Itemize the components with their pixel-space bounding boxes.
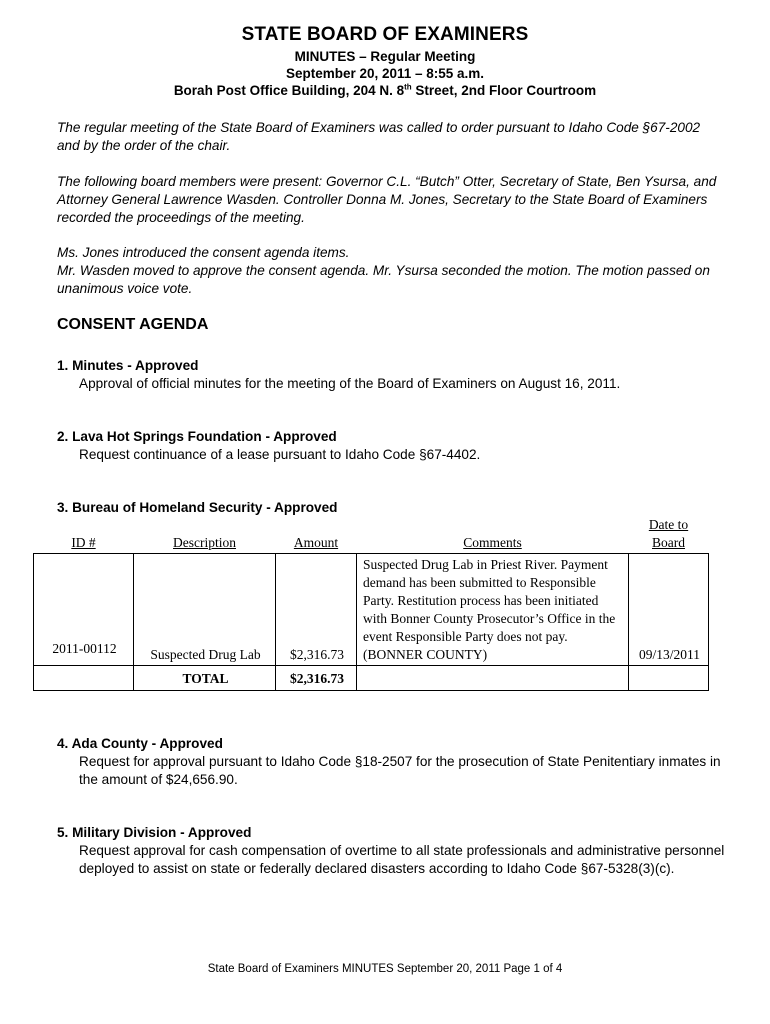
agenda-item-5-body: Request approval for cash compensation of overtime to all state professionals and administrative personnel deployed to assist on state or federally declared disasters according to Idaho Code §67-5328(3)(c).	[79, 843, 725, 876]
cell-date: 09/13/2011	[629, 554, 709, 666]
agenda-item-3-heading: 3. Bureau of Homeland Security - Approved	[57, 500, 338, 515]
total-comments-empty	[357, 666, 629, 691]
total-label: TOTAL	[134, 666, 276, 691]
col-header-date-line2: Board	[652, 535, 685, 550]
location-superscript: th	[404, 82, 412, 92]
intro-paragraph-3	[57, 244, 722, 298]
location-part-2: Street, 2nd Floor Courtroom	[411, 83, 597, 98]
page-footer: State Board of Examiners MINUTES September 20, 2011 Page 1 of 4	[207, 963, 563, 975]
intro-consent-intro: Ms. Jones introduced the consent agenda items.	[57, 245, 350, 260]
total-amount: $2,316.73	[276, 666, 357, 691]
total-date-empty	[629, 666, 709, 691]
cell-id: 2011-00112	[34, 554, 134, 666]
homeland-security-table	[33, 516, 709, 691]
agenda-item-1-body: Approval of official minutes for the meeting of the Board of Examiners on August 16, 2011.	[79, 376, 621, 391]
document-title: STATE BOARD OF EXAMINERS	[241, 24, 529, 45]
agenda-item-4-heading: 4. Ada County - Approved	[57, 736, 223, 751]
meeting-location	[0, 83, 770, 98]
col-header-comments: Comments	[463, 535, 522, 550]
agenda-item-2-heading: 2. Lava Hot Springs Foundation - Approved	[57, 429, 337, 444]
cell-amount: $2,316.73	[276, 554, 357, 666]
intro-paragraph-2: The following board members were present: Governor C.L. “Butch” Otter, Secretary of State, Ben Ysursa, and Attorney General Lawrence Wasden. Controller Donna M. Jones, Secretary to the State Board of Examiners recorded the proceedings of the meeting.	[57, 174, 717, 225]
intro-motion: Mr. Wasden moved to approve the consent agenda. Mr. Ysursa seconded the motion. The motion passed on unanimous voice vote.	[57, 263, 710, 296]
col-header-date-line1: Date to	[648, 517, 689, 532]
meeting-type: MINUTES – Regular Meeting	[294, 49, 476, 64]
consent-agenda-heading: CONSENT AGENDA	[57, 316, 209, 333]
location-part-1: Borah Post Office Building, 204 N. 8	[173, 83, 405, 98]
agenda-item-4-body: Request for approval pursuant to Idaho Code §18-2507 for the prosecution of State Penitentiary inmates in the amount of $24,656.90.	[79, 754, 721, 787]
col-header-id: ID #	[71, 535, 96, 550]
cell-description: Suspected Drug Lab	[134, 554, 276, 666]
cell-comments: Suspected Drug Lab in Priest River. Payment demand has been submitted to Responsible Party. Restitution process has been initiated with Bonner County Prosecutor’s Office in the event Responsible Party does not pay. (BONNER COUNTY)	[357, 554, 629, 666]
meeting-date-time: September 20, 2011 – 8:55 a.m.	[285, 66, 485, 81]
col-header-date	[629, 516, 709, 554]
table-row	[34, 554, 709, 666]
table-total-row	[34, 666, 709, 691]
agenda-item-1-heading: 1. Minutes - Approved	[57, 358, 199, 373]
table-header-row	[34, 516, 709, 554]
total-empty-cell	[34, 666, 134, 691]
intro-paragraph-1: The regular meeting of the State Board of Examiners was called to order pursuant to Idaho Code §67-2002 and by the order of the chair.	[57, 120, 701, 153]
col-header-amount: Amount	[293, 535, 339, 550]
agenda-item-5-heading: 5. Military Division - Approved	[57, 825, 252, 840]
agenda-item-2-body: Request continuance of a lease pursuant to Idaho Code §67-4402.	[79, 447, 481, 462]
col-header-description: Description	[173, 535, 236, 550]
